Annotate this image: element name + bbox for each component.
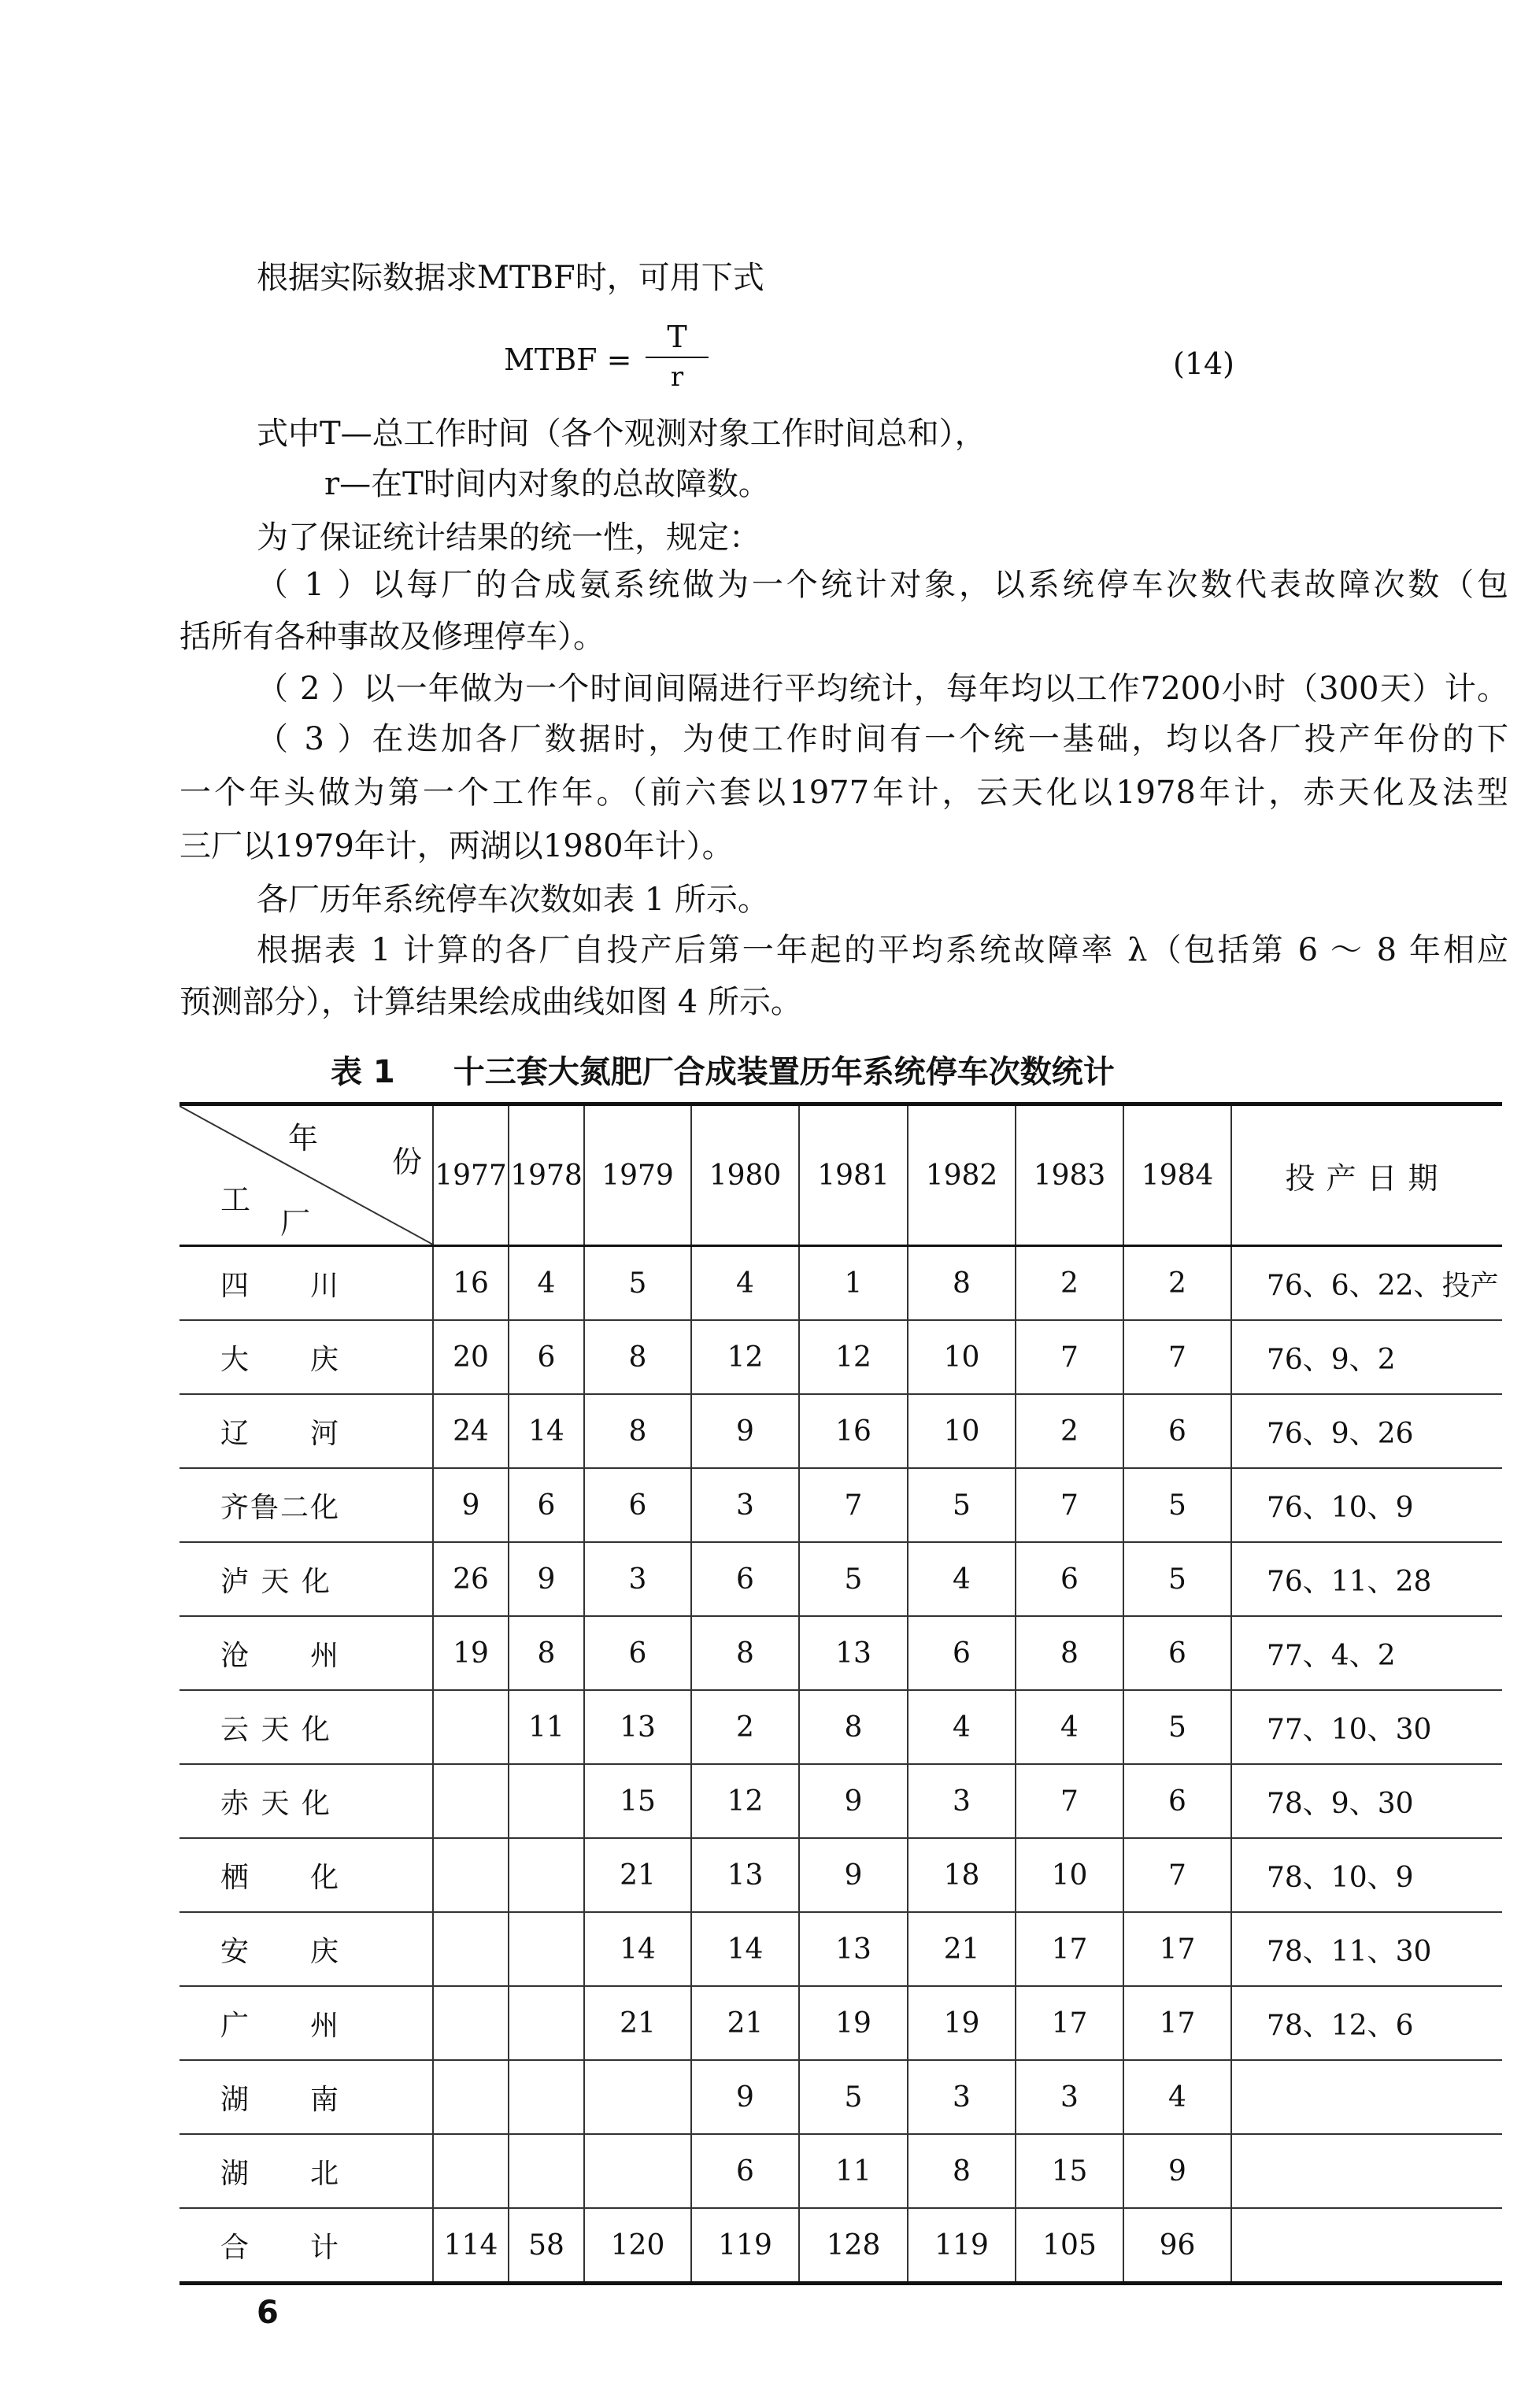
formula-denominator: r bbox=[670, 361, 684, 393]
shutdown-count-cell: 26 bbox=[433, 1542, 509, 1616]
shutdown-count-cell: 21 bbox=[584, 1838, 691, 1912]
shutdown-count-cell: 7 bbox=[1016, 1468, 1123, 1542]
plant-name-cell: 栖 化 bbox=[179, 1838, 433, 1912]
shutdown-count-cell: 8 bbox=[908, 2134, 1016, 2208]
plant-name-cell: 合 计 bbox=[179, 2208, 433, 2284]
start-date-cell: 76、9、26 bbox=[1231, 1394, 1502, 1468]
shutdown-count-cell bbox=[509, 2134, 584, 2208]
shutdown-count-cell: 9 bbox=[691, 2060, 799, 2134]
year-header: 1984 bbox=[1123, 1104, 1231, 1246]
formula-lhs: MTBF = bbox=[504, 342, 632, 377]
shutdown-count-cell: 21 bbox=[691, 1986, 799, 2060]
start-date-cell bbox=[1231, 2060, 1502, 2134]
shutdown-count-cell: 21 bbox=[584, 1986, 691, 2060]
corner-header-cell bbox=[179, 1104, 433, 1246]
shutdown-count-cell: 6 bbox=[1123, 1616, 1231, 1690]
year-header: 1982 bbox=[908, 1104, 1016, 1246]
table-reference-paragraph: 各厂历年系统停车次数如表 1 所示。 bbox=[257, 882, 769, 918]
plant-name-cell: 四 川 bbox=[179, 1246, 433, 1321]
plant-name-cell: 泸 天 化 bbox=[179, 1542, 433, 1616]
shutdown-count-cell: 10 bbox=[908, 1320, 1016, 1394]
shutdown-count-cell: 5 bbox=[584, 1246, 691, 1321]
shutdown-count-cell: 8 bbox=[584, 1394, 691, 1468]
calc-paragraph-line-1: 根据表 1 计算的各厂自投产后第一年起的平均系统故障率 λ（包括第 6 ～ 8 年相应 bbox=[257, 932, 1508, 968]
rule-3-line-3: 三厂以1979年计，两湖以1980年计）。 bbox=[179, 828, 734, 864]
year-header: 1979 bbox=[584, 1104, 691, 1246]
plant-name-cell: 大 庆 bbox=[179, 1320, 433, 1394]
corner-year-label: 年 bbox=[288, 1121, 319, 1156]
shutdown-count-cell: 9 bbox=[509, 1542, 584, 1616]
shutdown-count-cell: 7 bbox=[799, 1468, 908, 1542]
shutdown-count-cell: 17 bbox=[1123, 1912, 1231, 1986]
shutdown-count-cell: 13 bbox=[584, 1690, 691, 1764]
formula-fraction bbox=[646, 319, 709, 394]
corner-chang-label: 厂 bbox=[280, 1206, 311, 1241]
start-date-cell: 76、9、2 bbox=[1231, 1320, 1502, 1394]
shutdown-count-cell: 6 bbox=[1123, 1764, 1231, 1838]
shutdown-count-cell: 128 bbox=[799, 2208, 908, 2284]
start-date-cell: 76、6、22、投产 bbox=[1231, 1246, 1502, 1321]
shutdown-count-cell: 17 bbox=[1016, 1912, 1123, 1986]
shutdown-count-cell bbox=[433, 1690, 509, 1764]
shutdown-count-cell: 8 bbox=[1016, 1616, 1123, 1690]
shutdown-count-cell: 4 bbox=[908, 1542, 1016, 1616]
shutdown-count-cell: 8 bbox=[509, 1616, 584, 1690]
shutdown-count-cell: 6 bbox=[584, 1616, 691, 1690]
shutdown-count-cell: 14 bbox=[691, 1912, 799, 1986]
rule-3-line-1: （ 3 ）在迭加各厂数据时，为使工作时间有一个统一基础，均以各厂投产年份的下 bbox=[257, 721, 1508, 757]
shutdown-count-cell: 6 bbox=[908, 1616, 1016, 1690]
shutdown-count-cell: 3 bbox=[1016, 2060, 1123, 2134]
shutdown-count-cell: 119 bbox=[908, 2208, 1016, 2284]
start-date-cell: 78、11、30 bbox=[1231, 1912, 1502, 1986]
year-header: 1980 bbox=[691, 1104, 799, 1246]
year-header: 1978 bbox=[509, 1104, 584, 1246]
table-row bbox=[179, 1468, 1502, 1542]
shutdown-count-cell bbox=[433, 1912, 509, 1986]
shutdown-count-cell bbox=[509, 1838, 584, 1912]
start-date-header: 投产日期 bbox=[1231, 1104, 1502, 1246]
shutdown-count-cell: 2 bbox=[1123, 1246, 1231, 1321]
table-row bbox=[179, 2208, 1502, 2284]
shutdown-count-cell: 9 bbox=[799, 1764, 908, 1838]
table-row bbox=[179, 1616, 1502, 1690]
shutdown-count-cell bbox=[509, 1764, 584, 1838]
table-caption bbox=[331, 1047, 1115, 1092]
shutdown-count-cell: 13 bbox=[799, 1616, 908, 1690]
shutdown-count-cell: 20 bbox=[433, 1320, 509, 1394]
shutdown-count-cell: 9 bbox=[691, 1394, 799, 1468]
shutdown-count-cell: 5 bbox=[1123, 1690, 1231, 1764]
table-number: 表 1 bbox=[331, 1054, 395, 1090]
shutdown-count-cell: 18 bbox=[908, 1838, 1016, 1912]
shutdown-count-cell: 1 bbox=[799, 1246, 908, 1321]
rule-1-line-2: 括所有各种事故及修理停车）。 bbox=[179, 619, 605, 655]
shutdown-count-cell: 7 bbox=[1123, 1838, 1231, 1912]
intro-paragraph: 根据实际数据求MTBF时，可用下式 bbox=[257, 260, 764, 296]
shutdown-count-cell: 2 bbox=[1016, 1394, 1123, 1468]
shutdown-count-cell: 19 bbox=[908, 1986, 1016, 2060]
shutdown-count-cell: 5 bbox=[908, 1468, 1016, 1542]
start-date-cell: 78、10、9 bbox=[1231, 1838, 1502, 1912]
shutdown-count-cell: 4 bbox=[1016, 1690, 1123, 1764]
table-title: 十三套大氮肥厂合成装置历年系统停车次数统计 bbox=[453, 1054, 1115, 1090]
table-row bbox=[179, 1838, 1502, 1912]
plant-name-cell: 安 庆 bbox=[179, 1912, 433, 1986]
shutdown-count-cell: 120 bbox=[584, 2208, 691, 2284]
year-header: 1977 bbox=[433, 1104, 509, 1246]
shutdown-count-cell: 3 bbox=[584, 1542, 691, 1616]
shutdown-count-cell bbox=[433, 1764, 509, 1838]
rule-1-line-1: （ 1 ）以每厂的合成氨系统做为一个统计对象，以系统停车次数代表故障次数（包 bbox=[257, 567, 1508, 603]
table-row bbox=[179, 1246, 1502, 1321]
formula-numerator: T bbox=[667, 320, 687, 354]
shutdown-count-cell: 4 bbox=[509, 1246, 584, 1321]
start-date-cell: 78、12、6 bbox=[1231, 1986, 1502, 2060]
start-date-cell: 78、9、30 bbox=[1231, 1764, 1502, 1838]
shutdown-count-cell: 21 bbox=[908, 1912, 1016, 1986]
shutdown-count-cell: 17 bbox=[1016, 1986, 1123, 2060]
table-row bbox=[179, 1912, 1502, 1986]
shutdown-count-cell bbox=[584, 2134, 691, 2208]
shutdown-count-cell: 8 bbox=[908, 1246, 1016, 1321]
shutdown-count-cell: 16 bbox=[799, 1394, 908, 1468]
shutdown-count-cell: 13 bbox=[799, 1912, 908, 1986]
shutdown-count-cell: 7 bbox=[1016, 1764, 1123, 1838]
shutdown-statistics-table bbox=[179, 1102, 1502, 2285]
plant-name-cell: 云 天 化 bbox=[179, 1690, 433, 1764]
shutdown-count-cell bbox=[509, 1986, 584, 2060]
shutdown-count-cell: 5 bbox=[799, 2060, 908, 2134]
calc-paragraph-line-2: 预测部分），计算结果绘成曲线如图 4 所示。 bbox=[179, 984, 802, 1020]
start-date-cell bbox=[1231, 2134, 1502, 2208]
shutdown-count-cell: 5 bbox=[1123, 1542, 1231, 1616]
shutdown-count-cell: 2 bbox=[1016, 1246, 1123, 1321]
shutdown-count-cell bbox=[433, 2134, 509, 2208]
rule-2: （ 2 ）以一年做为一个时间间隔进行平均统计，每年均以工作7200小时（300天）计。 bbox=[257, 671, 1508, 707]
shutdown-count-cell bbox=[509, 1912, 584, 1986]
shutdown-count-cell: 15 bbox=[584, 1764, 691, 1838]
table-row bbox=[179, 2060, 1502, 2134]
shutdown-count-cell: 3 bbox=[908, 2060, 1016, 2134]
plant-name-cell: 齐鲁二化 bbox=[179, 1468, 433, 1542]
shutdown-count-cell: 14 bbox=[584, 1912, 691, 1986]
table-row bbox=[179, 1764, 1502, 1838]
shutdown-count-cell: 24 bbox=[433, 1394, 509, 1468]
definition-t: 式中T—总工作时间（各个观测对象工作时间总和）， bbox=[257, 416, 986, 452]
shutdown-count-cell: 7 bbox=[1016, 1320, 1123, 1394]
shutdown-count-cell: 6 bbox=[1016, 1542, 1123, 1616]
shutdown-count-cell bbox=[433, 1986, 509, 2060]
shutdown-count-cell bbox=[433, 1838, 509, 1912]
shutdown-count-cell: 2 bbox=[691, 1690, 799, 1764]
shutdown-count-cell bbox=[509, 2060, 584, 2134]
shutdown-count-cell bbox=[433, 2060, 509, 2134]
shutdown-count-cell: 14 bbox=[509, 1394, 584, 1468]
shutdown-count-cell: 6 bbox=[584, 1468, 691, 1542]
shutdown-count-cell: 19 bbox=[433, 1616, 509, 1690]
shutdown-count-cell: 11 bbox=[509, 1690, 584, 1764]
shutdown-count-cell: 6 bbox=[691, 2134, 799, 2208]
shutdown-count-cell: 6 bbox=[509, 1468, 584, 1542]
table-row bbox=[179, 1542, 1502, 1616]
shutdown-count-cell: 9 bbox=[1123, 2134, 1231, 2208]
shutdown-count-cell: 8 bbox=[691, 1616, 799, 1690]
shutdown-count-cell: 4 bbox=[908, 1690, 1016, 1764]
start-date-cell: 76、11、28 bbox=[1231, 1542, 1502, 1616]
plant-name-cell: 辽 河 bbox=[179, 1394, 433, 1468]
shutdown-count-cell: 12 bbox=[691, 1764, 799, 1838]
plant-name-cell: 湖 北 bbox=[179, 2134, 433, 2208]
start-date-cell bbox=[1231, 2208, 1502, 2284]
start-date-cell: 77、4、2 bbox=[1231, 1616, 1502, 1690]
shutdown-count-cell: 5 bbox=[799, 1542, 908, 1616]
shutdown-count-cell: 16 bbox=[433, 1246, 509, 1321]
shutdown-count-cell: 119 bbox=[691, 2208, 799, 2284]
shutdown-count-cell bbox=[584, 2060, 691, 2134]
shutdown-count-cell: 5 bbox=[1123, 1468, 1231, 1542]
shutdown-count-cell: 12 bbox=[691, 1320, 799, 1394]
table-row bbox=[179, 1394, 1502, 1468]
plant-name-cell: 广 州 bbox=[179, 1986, 433, 2060]
table-row bbox=[179, 2134, 1502, 2208]
table-header-row bbox=[179, 1104, 1502, 1246]
shutdown-count-cell: 7 bbox=[1123, 1320, 1231, 1394]
shutdown-count-cell: 9 bbox=[433, 1468, 509, 1542]
shutdown-count-cell: 3 bbox=[691, 1468, 799, 1542]
rule-intro: 为了保证统计结果的统一性，规定： bbox=[257, 520, 760, 556]
shutdown-count-cell: 6 bbox=[691, 1542, 799, 1616]
rule-3-line-2: 一个年头做为第一个工作年。（前六套以1977年计，云天化以1978年计，赤天化及法型 bbox=[179, 775, 1508, 811]
shutdown-count-cell: 58 bbox=[509, 2208, 584, 2284]
shutdown-count-cell: 6 bbox=[1123, 1394, 1231, 1468]
plant-name-cell: 湖 南 bbox=[179, 2060, 433, 2134]
start-date-cell: 77、10、30 bbox=[1231, 1690, 1502, 1764]
shutdown-count-cell: 17 bbox=[1123, 1986, 1231, 2060]
shutdown-count-cell: 15 bbox=[1016, 2134, 1123, 2208]
plant-name-cell: 赤 天 化 bbox=[179, 1764, 433, 1838]
shutdown-count-cell: 105 bbox=[1016, 2208, 1123, 2284]
shutdown-count-cell: 10 bbox=[908, 1394, 1016, 1468]
shutdown-count-cell: 13 bbox=[691, 1838, 799, 1912]
shutdown-count-cell: 12 bbox=[799, 1320, 908, 1394]
start-date-cell: 76、10、9 bbox=[1231, 1468, 1502, 1542]
fraction-bar bbox=[646, 357, 709, 358]
shutdown-count-cell: 6 bbox=[509, 1320, 584, 1394]
year-header: 1981 bbox=[799, 1104, 908, 1246]
shutdown-count-cell: 4 bbox=[1123, 2060, 1231, 2134]
shutdown-count-cell: 4 bbox=[691, 1246, 799, 1321]
shutdown-count-cell: 19 bbox=[799, 1986, 908, 2060]
shutdown-count-cell: 9 bbox=[799, 1838, 908, 1912]
corner-plant-label: 工 bbox=[220, 1182, 251, 1217]
shutdown-count-cell: 10 bbox=[1016, 1838, 1123, 1912]
table-row bbox=[179, 1320, 1502, 1394]
page-number: 6 bbox=[257, 2295, 279, 2331]
shutdown-count-cell: 8 bbox=[584, 1320, 691, 1394]
shutdown-count-cell: 3 bbox=[908, 1764, 1016, 1838]
definition-r: r—在T时间内对象的总故障数。 bbox=[324, 466, 770, 502]
table-row bbox=[179, 1690, 1502, 1764]
shutdown-count-cell: 11 bbox=[799, 2134, 908, 2208]
equation-number: (14) bbox=[1173, 346, 1235, 381]
shutdown-count-cell: 96 bbox=[1123, 2208, 1231, 2284]
year-header: 1983 bbox=[1016, 1104, 1123, 1246]
table-body bbox=[179, 1246, 1502, 2284]
plant-name-cell: 沧 州 bbox=[179, 1616, 433, 1690]
corner-fen-label: 份 bbox=[392, 1145, 423, 1179]
table-row bbox=[179, 1986, 1502, 2060]
shutdown-count-cell: 8 bbox=[799, 1690, 908, 1764]
shutdown-count-cell: 114 bbox=[433, 2208, 509, 2284]
